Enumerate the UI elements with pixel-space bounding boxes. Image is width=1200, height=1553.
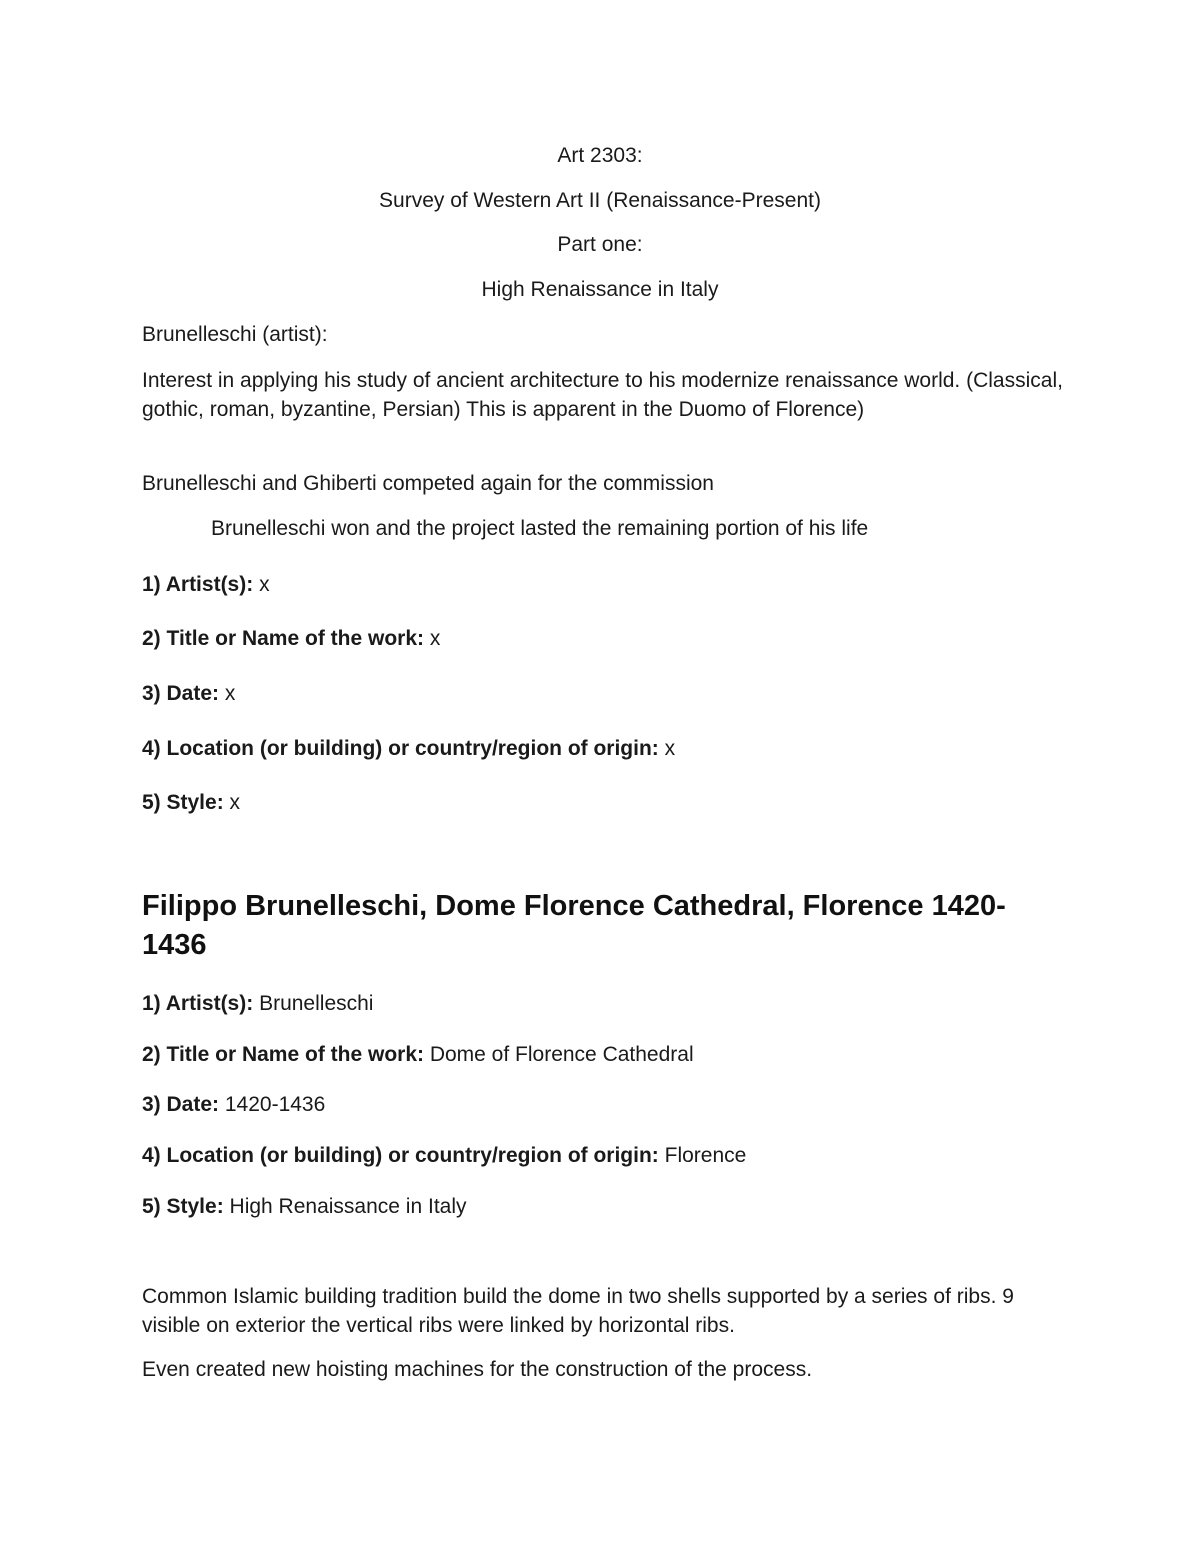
course-title: Survey of Western Art II (Renaissance-Present) xyxy=(379,189,821,212)
field-value: High Renaissance in Italy xyxy=(223,1195,467,1218)
field-value: Florence xyxy=(658,1144,747,1167)
field-value: 1420-1436 xyxy=(219,1093,326,1116)
won-text: Brunelleschi won and the project lasted the remaining portion of his life xyxy=(211,517,869,540)
field-value: x xyxy=(253,573,270,596)
template-field-location xyxy=(142,734,675,763)
part-label: Part one: xyxy=(557,233,643,256)
template-field-date xyxy=(142,679,235,708)
artist-heading: Brunelleschi (artist): xyxy=(142,323,328,346)
field-value: x xyxy=(658,737,676,760)
field-label: 4) Location (or building) or country/region of origin: xyxy=(142,737,659,760)
field-label: 2) Title or Name of the work: xyxy=(142,627,424,650)
interest-paragraph: Interest in applying his study of ancient architecture to his modernize renaissance world. (Classical, gothic, roman, byzantine, Persian) This is apparent in the Duomo of Florence) xyxy=(142,369,1063,421)
work-heading: Filippo Brunelleschi, Dome Florence Cathedral, Florence 1420-1436 xyxy=(142,890,1006,961)
work-field-date xyxy=(142,1090,325,1119)
field-label: 2) Title or Name of the work: xyxy=(142,1043,424,1066)
work-field-location xyxy=(142,1141,746,1170)
field-value: x xyxy=(424,627,441,650)
field-label: 3) Date: xyxy=(142,1093,220,1116)
field-label: 1) Artist(s): xyxy=(142,992,254,1015)
template-field-artist xyxy=(142,570,270,599)
field-label: 3) Date: xyxy=(142,682,220,705)
note-paragraph: Even created new hoisting machines for the construction of the process. xyxy=(142,1358,813,1381)
section-title: High Renaissance in Italy xyxy=(481,278,719,301)
field-label: 5) Style: xyxy=(142,1195,224,1218)
template-field-title xyxy=(142,624,440,653)
field-value: Brunelleschi xyxy=(253,992,374,1015)
competition-text: Brunelleschi and Ghiberti competed again for the commission xyxy=(142,472,714,495)
course-number: Art 2303: xyxy=(557,144,643,167)
work-field-style xyxy=(142,1192,467,1221)
work-field-artist xyxy=(142,989,373,1018)
work-field-title xyxy=(142,1040,694,1069)
field-label: 4) Location (or building) or country/region of origin: xyxy=(142,1144,659,1167)
field-label: 5) Style: xyxy=(142,791,224,814)
field-value: x xyxy=(223,791,241,814)
template-field-style xyxy=(142,788,240,817)
note-paragraph: Common Islamic building tradition build the dome in two shells supported by a series of ribs. 9 visible on exterior the vertical ribs were linked by horizontal ribs. xyxy=(142,1285,1014,1337)
field-value: Dome of Florence Cathedral xyxy=(424,1043,694,1066)
field-value: x xyxy=(219,682,236,705)
field-label: 1) Artist(s): xyxy=(142,573,254,596)
